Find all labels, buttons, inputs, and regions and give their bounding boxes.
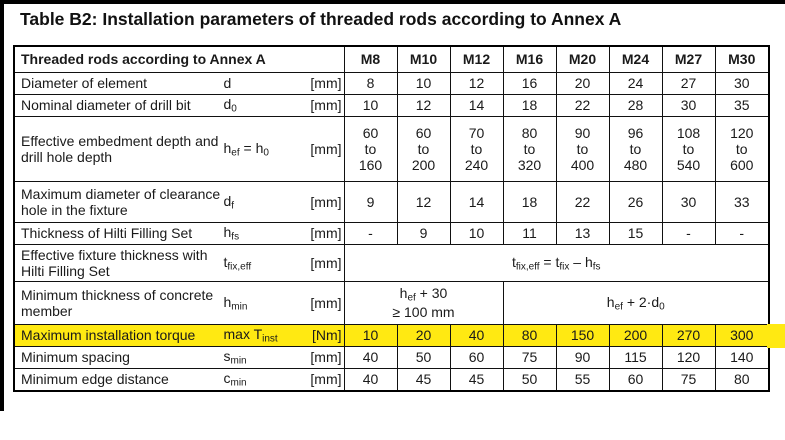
value-cell: 115 — [609, 347, 662, 369]
value-cell: 90 — [556, 347, 609, 369]
header-label: Threaded rods according to Annex A — [14, 46, 344, 73]
row-symbol — [224, 254, 296, 273]
value-cell: 200 — [609, 325, 662, 347]
value-cell: 45 — [450, 369, 503, 392]
table-row — [14, 117, 769, 182]
value-cell: 75 — [503, 347, 556, 369]
formula-cell — [344, 245, 769, 282]
value-cell: 40 — [450, 325, 503, 347]
value-cell: 50 — [397, 347, 450, 369]
value-cell: 75 — [662, 369, 715, 392]
value-cell: 140 — [715, 347, 769, 369]
table-container — [13, 45, 770, 392]
table-row — [14, 282, 769, 325]
row-description: Maximum diameter of clearance hole in the fixture — [21, 185, 221, 218]
value-cell: 11 — [503, 223, 556, 245]
value-cell: 60 — [609, 369, 662, 392]
highlight-marker-overflow — [767, 324, 785, 348]
row-label-wrap — [15, 326, 344, 345]
symbol-text: h — [606, 293, 615, 310]
row-symbol — [224, 294, 296, 313]
row-label-wrap — [15, 224, 344, 243]
left-border-bar — [0, 0, 4, 411]
row-symbol — [224, 96, 296, 115]
symbol-text: = t — [539, 253, 560, 270]
symbol-subscript: fix — [559, 261, 570, 272]
value-cell: 150 — [556, 325, 609, 347]
symbol-text: – h — [569, 253, 593, 270]
value-cell: 80 — [715, 369, 769, 392]
symbol-text: + 30 — [415, 285, 448, 302]
row-unit: [mm] — [310, 371, 342, 388]
value-cell: 120 — [662, 347, 715, 369]
value-cell: 60 — [450, 347, 503, 369]
row-description: Diameter of element — [21, 75, 148, 92]
row-description: Minimum thickness of concrete member — [21, 286, 214, 319]
row-unit: [mm] — [310, 225, 342, 242]
row-label-wrap — [15, 348, 344, 367]
row-label-cell — [14, 325, 344, 347]
range-cell: 90 to 400 — [556, 117, 609, 182]
value-cell: 80 — [503, 325, 556, 347]
row-description: Minimum edge distance — [21, 371, 169, 388]
value-cell: 15 — [609, 223, 662, 245]
table-row — [14, 73, 769, 95]
value-cell: 30 — [662, 182, 715, 223]
range-cell: 108 to 540 — [662, 117, 715, 182]
value-cell: 20 — [556, 73, 609, 95]
row-unit: [mm] — [310, 254, 342, 271]
row-label-cell — [14, 347, 344, 369]
range-cell: 96 to 480 — [609, 117, 662, 182]
row-label-cell — [14, 73, 344, 95]
value-cell: 10 — [450, 223, 503, 245]
row-unit: [mm] — [310, 140, 342, 157]
row-symbol — [224, 75, 296, 91]
row-label-cell — [14, 117, 344, 182]
row-label-cell — [14, 182, 344, 223]
symbol-text: d — [223, 75, 232, 92]
symbol-text: c — [223, 370, 231, 386]
table-row — [14, 245, 769, 282]
row-description: Effective embedment depth and drill hole depth — [21, 132, 219, 165]
value-cell: 20 — [397, 325, 450, 347]
row-label-wrap — [15, 246, 344, 280]
row-label-wrap — [15, 132, 344, 166]
symbol-text: h — [399, 285, 408, 302]
range-cell: 70 to 240 — [450, 117, 503, 182]
row-label-wrap — [15, 74, 344, 92]
symbol-text: h — [223, 139, 232, 156]
row-unit: [mm] — [310, 349, 342, 366]
range-cell: 60 to 200 — [397, 117, 450, 182]
value-cell: 14 — [450, 182, 503, 223]
symbol-subscript: min — [230, 355, 247, 367]
table-row — [14, 95, 769, 117]
value-cell: 22 — [556, 182, 609, 223]
header-size-cell: M20 — [556, 46, 609, 73]
symbol-text: + 2·d — [622, 293, 660, 310]
header-size-cell: M16 — [503, 46, 556, 73]
header-size-cell: M24 — [609, 46, 662, 73]
row-label-wrap — [15, 370, 344, 389]
value-cell: 12 — [397, 95, 450, 117]
row-symbol — [224, 348, 296, 367]
row-symbol — [224, 224, 296, 243]
value-cell: 45 — [397, 369, 450, 392]
value-cell: 30 — [715, 73, 769, 95]
symbol-text: d — [223, 192, 232, 209]
value-cell: 28 — [609, 95, 662, 117]
table-row — [14, 325, 769, 347]
value-cell: 10 — [344, 95, 397, 117]
value-cell: 26 — [609, 182, 662, 223]
symbol-text: max T — [223, 326, 263, 342]
symbol-subscript: 0 — [659, 301, 665, 312]
row-symbol — [224, 370, 296, 389]
table-row — [14, 223, 769, 245]
value-cell: - — [715, 223, 769, 245]
parameters-table — [13, 45, 770, 392]
value-cell: 12 — [397, 182, 450, 223]
value-cell: 50 — [503, 369, 556, 392]
value-cell: 40 — [344, 347, 397, 369]
row-label-wrap — [15, 286, 344, 320]
row-label-cell — [14, 245, 344, 282]
header-size-cell: M10 — [397, 46, 450, 73]
symbol-text: t — [223, 253, 228, 270]
row-label-cell — [14, 223, 344, 245]
value-cell: 14 — [450, 95, 503, 117]
symbol-subscript: min — [230, 377, 247, 389]
symbol-subscript: ef — [407, 292, 416, 304]
value-cell: 55 — [556, 369, 609, 392]
table-header-row — [14, 46, 769, 73]
row-unit: [mm] — [310, 75, 342, 92]
symbol-subscript: fix,eff — [227, 261, 252, 272]
value-cell: 18 — [503, 95, 556, 117]
value-cell: 22 — [556, 95, 609, 117]
row-description: Maximum installation torque — [21, 327, 196, 344]
row-unit: [mm] — [310, 193, 342, 210]
value-cell: 9 — [344, 182, 397, 223]
row-unit: [mm] — [310, 97, 342, 114]
value-cell: 12 — [450, 73, 503, 95]
row-label-cell — [14, 369, 344, 392]
symbol-text: ≥ 100 mm — [392, 304, 455, 321]
symbol-text: h — [223, 224, 232, 240]
symbol-subscript: fix,eff — [515, 261, 540, 272]
value-cell: - — [662, 223, 715, 245]
top-border-bar — [0, 0, 785, 4]
row-description: Effective fixture thickness with Hilti Filling Set — [21, 246, 208, 279]
symbol-text: h — [223, 293, 232, 310]
value-cell: 8 — [344, 73, 397, 95]
symbol-subscript: min — [231, 301, 248, 312]
value-cell: 40 — [344, 369, 397, 392]
formula-cell — [503, 282, 769, 325]
row-label-cell — [14, 95, 344, 117]
value-cell: 300 — [715, 325, 769, 347]
range-cell: 80 to 320 — [503, 117, 556, 182]
symbol-subscript: f — [231, 200, 235, 211]
row-label-wrap — [15, 96, 344, 115]
symbol-subscript: 0 — [231, 103, 237, 115]
symbol-subscript: fs — [231, 231, 240, 243]
table-row — [14, 347, 769, 369]
row-unit: [mm] — [310, 294, 342, 311]
value-cell: 10 — [397, 73, 450, 95]
symbol-text: = h — [239, 139, 264, 156]
value-cell: 27 — [662, 73, 715, 95]
range-cell: 120 to 600 — [715, 117, 769, 182]
row-description: Minimum spacing — [21, 349, 130, 366]
symbol-subscript: fs — [592, 261, 601, 272]
row-unit: [Nm] — [311, 327, 342, 344]
row-symbol — [224, 140, 296, 159]
table-title: Table B2: Installation parameters of threaded rods according to Annex A — [20, 9, 622, 29]
symbol-subscript: 0 — [263, 147, 269, 158]
header-size-cell: M30 — [715, 46, 769, 73]
row-label-cell — [14, 282, 344, 325]
value-cell: - — [344, 223, 397, 245]
symbol-subscript: ef — [231, 147, 240, 158]
table-row — [14, 182, 769, 223]
row-description: Nominal diameter of drill bit — [21, 97, 191, 114]
symbol-text: s — [223, 348, 231, 364]
value-cell: 13 — [556, 223, 609, 245]
symbol-text: t — [511, 253, 516, 270]
row-label-wrap — [15, 185, 344, 219]
row-symbol — [224, 193, 296, 212]
row-description: Thickness of Hilti Filling Set — [21, 225, 193, 242]
header-size-cell: M27 — [662, 46, 715, 73]
value-cell: 18 — [503, 182, 556, 223]
header-size-cell: M12 — [450, 46, 503, 73]
symbol-subscript: ef — [614, 301, 623, 312]
value-cell: 270 — [662, 325, 715, 347]
value-cell: 33 — [715, 182, 769, 223]
value-cell: 30 — [662, 95, 715, 117]
value-cell: 9 — [397, 223, 450, 245]
value-cell: 24 — [609, 73, 662, 95]
symbol-subscript: inst — [262, 333, 278, 345]
table-row — [14, 369, 769, 392]
value-cell: 10 — [344, 325, 397, 347]
header-size-cell: M8 — [344, 46, 397, 73]
row-symbol — [224, 326, 296, 345]
formula-cell — [344, 282, 503, 325]
value-cell: 35 — [715, 95, 769, 117]
symbol-text: d — [223, 96, 232, 112]
value-cell: 16 — [503, 73, 556, 95]
range-cell: 60 to 160 — [344, 117, 397, 182]
